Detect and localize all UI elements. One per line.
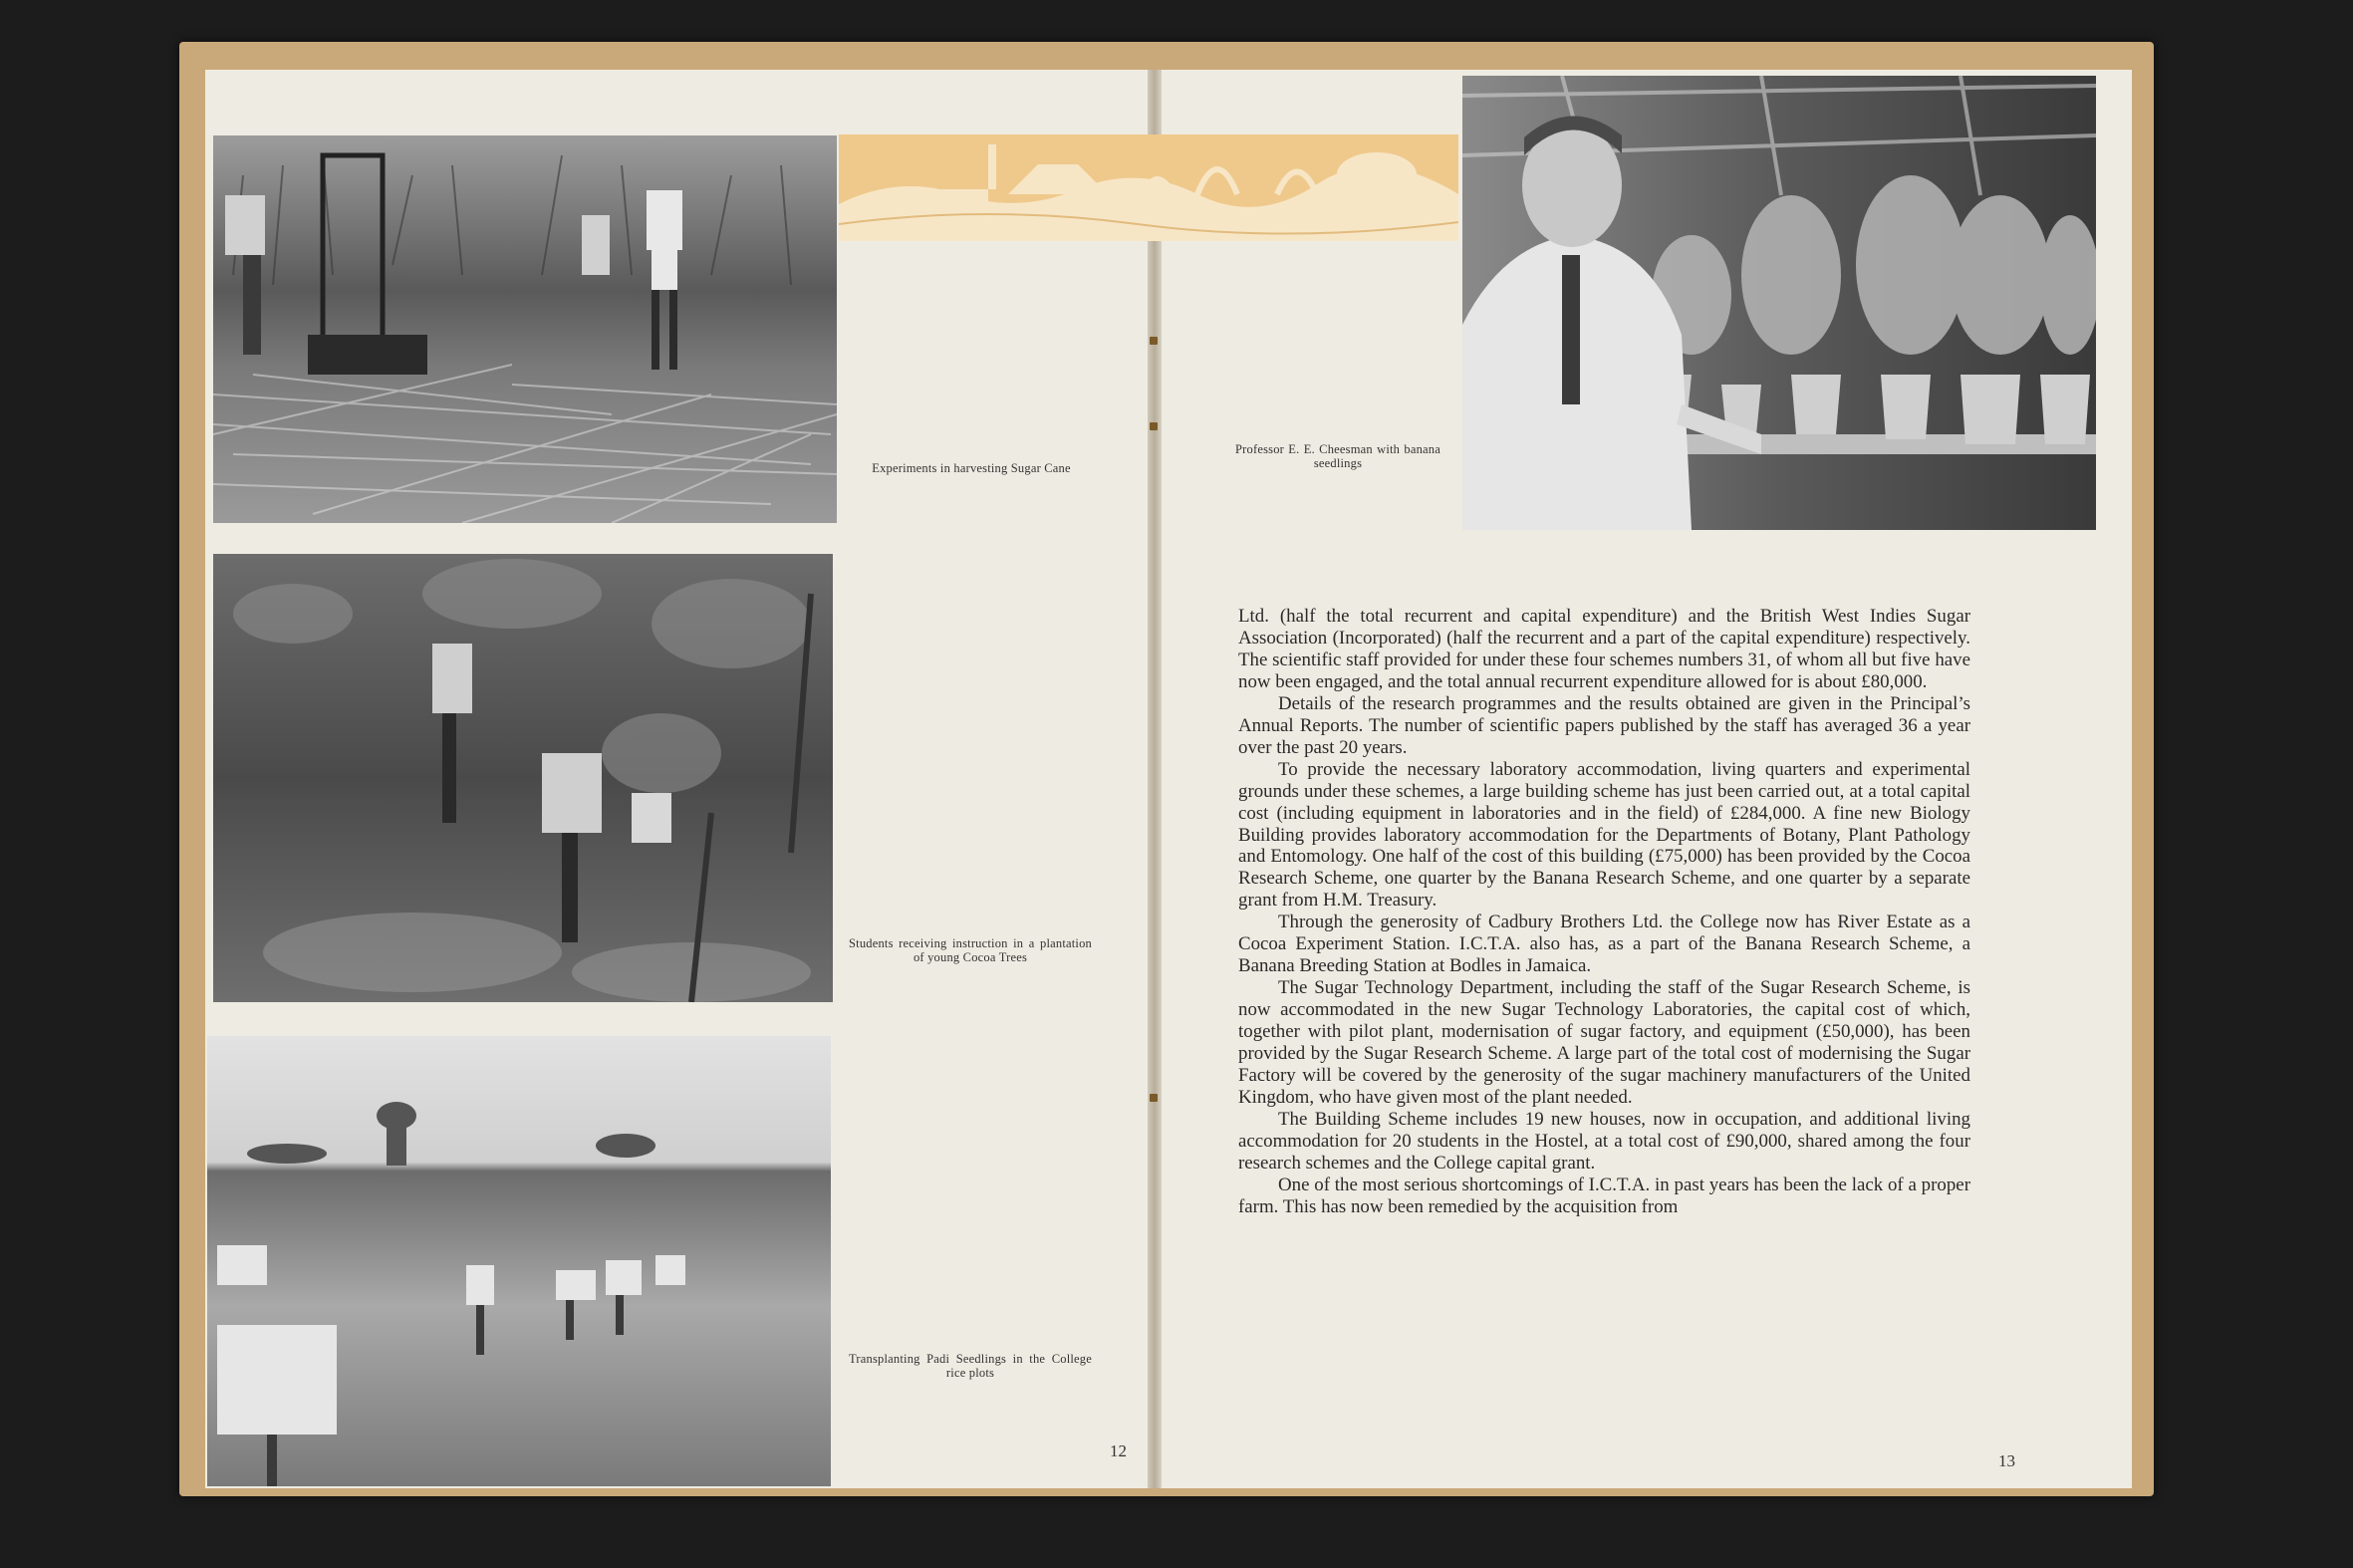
binding-gutter [1148,70,1162,1488]
photo-padi-seedlings [207,1036,831,1486]
paragraph-2: Details of the research programmes and the results obtained are given in the Principal’s Annual Reports. The number of scientific papers published by the staff has averaged 36 a year over the past 20 years. [1238,692,1970,758]
caption-cocoa-trees: Students receiving instruction in a plantation of young Cocoa Trees [849,936,1092,964]
page-number-left: 12 [1110,1441,1127,1460]
paragraph-6: The Building Scheme includes 19 new houses, now in occupation, and additional living accommodation for 20 students in the Hostel, at a total cost of £90,000, shared among the four research schemes and the College capital grant. [1238,1108,1970,1174]
photo-cocoa-plantation [213,554,833,1002]
paragraph-5: The Sugar Technology Department, including the staff of the Sugar Research Scheme, is now accommodated in the new Sugar Technology Laboratories, the capital cost of which, together with pilot plant, modernisation of sugar factory, and equipment (£50,000), has been provided by the Sugar Research Scheme. A large part of the total cost of modernising the Sugar Factory will be covered by the generosity of the sugar machinery manufacturers of the United Kingdom, who have given most of the plant needed. [1238,977,1970,1108]
paragraph-1: Ltd. (half the total recurrent and capital expenditure) and the British West Indies Sugar Association (Incorporated) (half the recurrent and a part of the capital expenditure) respectively. The scientific staff provided for under these four schemes numbers 31, of whom all but five have now been engaged, and the total annual recurrent expenditure allowed for is about £80,000. [1238,606,1970,692]
article-body [1238,606,1970,1218]
photo-sugar-cane-harvest [213,135,837,523]
caption-sugar-cane: Experiments in harvesting Sugar Cane [872,461,1071,475]
staple-top [1150,337,1158,345]
decorative-banner [839,134,1458,241]
paragraph-4: Through the generosity of Cadbury Brothers Ltd. the College now has River Estate as a Cocoa Experiment Station. I.C.T.A. also has, as a part of the Banana Research Scheme, a Banana Breeding Station at Bodles in Jamaica. [1238,912,1970,977]
caption-professor-cheesman: Professor E. E. Cheesman with banana seedlings [1235,442,1440,470]
page-number-right: 13 [1998,1451,2015,1470]
photo-professor-banana [1462,76,2096,530]
caption-padi-seedlings: Transplanting Padi Seedlings in the College rice plots [849,1352,1092,1380]
staple-upper [1150,422,1158,430]
paragraph-7: One of the most serious shortcomings of I.C.T.A. in past years has been the lack of a proper farm. This has now been remedied by the acquisition from [1238,1174,1970,1217]
paragraph-3: To provide the necessary laboratory accommodation, living quarters and experimental grounds under these schemes, a large building scheme has just been carried out, at a total capital cost (including equipment in laboratories and in the field) of £284,000. A fine new Biology Building provides laboratory accommodation for the Departments of Botany, Plant Pathology and Entomology. One half of the cost of this building (£75,000) has been provided by the Cocoa Research Scheme, one quarter by the Banana Research Scheme, and one quarter by a separate grant from H.M. Treasury. [1238,758,1970,912]
staple-lower [1150,1094,1158,1102]
